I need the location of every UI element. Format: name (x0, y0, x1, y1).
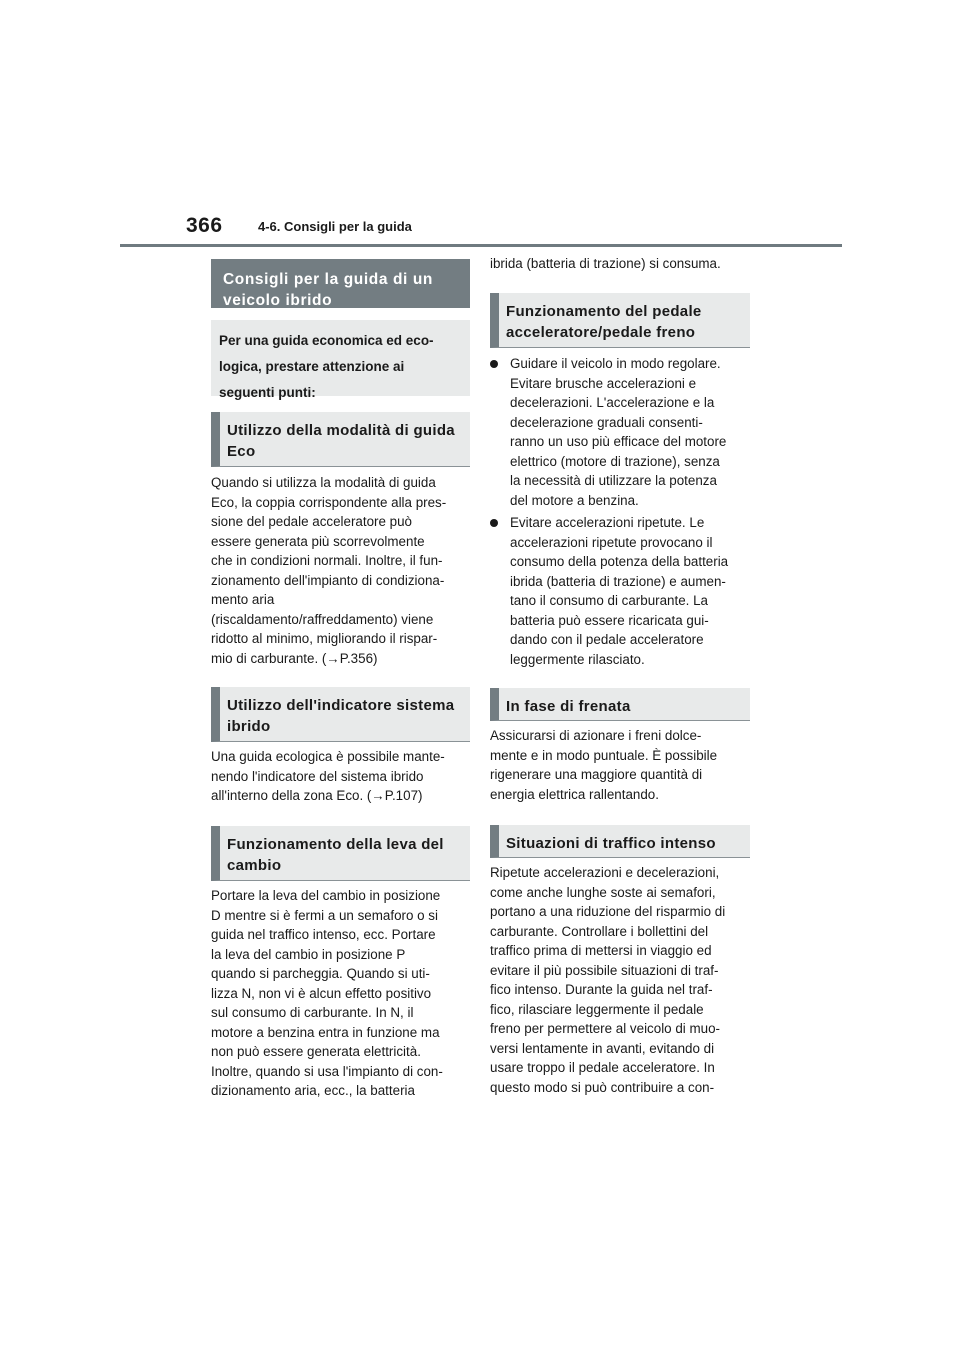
list-item (490, 513, 755, 673)
text-line: batteria può essere ricaricata gui- (510, 612, 709, 628)
text-line: come anche lunghe soste ai semafori, (490, 884, 716, 900)
text-line: non può essere generata elettricità. (211, 1044, 421, 1059)
heading-line: Utilizzo della modalità di guida (227, 422, 455, 439)
text-line: energia elettrica rallentando. (490, 786, 659, 802)
heading-line: Utilizzo dell'indicatore sistema (227, 697, 455, 714)
bullet-icon (490, 360, 498, 368)
heading-line: acceleratore/pedale freno (506, 324, 696, 341)
text-line: leggermente rilasciato. (510, 651, 645, 667)
text-line: Assicurarsi di azionare i freni dolce- (490, 728, 702, 743)
heading-line: Eco (227, 443, 256, 460)
text-line: motore a benzina entra in funzione ma (211, 1024, 440, 1040)
text-line: del motore a benzina. (510, 492, 639, 508)
heading-line: Funzionamento del pedale (506, 303, 702, 320)
text-line: mente e in modo puntuale. È possibile (490, 747, 718, 763)
list-item (490, 354, 755, 514)
paragraph-heavy-traffic (490, 863, 752, 1097)
text-line: guida nel traffico intenso, ecc. Portare (211, 927, 436, 942)
heading-braking (490, 688, 750, 721)
text-line: decelerazioni. L'accelerazione e la (510, 395, 715, 410)
text-line: Una guida ecologica è possibile mante- (211, 749, 445, 764)
header-divider (120, 244, 842, 247)
heading-pedal-operation (490, 293, 750, 348)
heading-line: Funzionamento della leva del (227, 836, 444, 853)
text-line: Portare la leva del cambio in posizione (211, 888, 441, 903)
text-line: dando con il pedale acceleratore (510, 632, 704, 647)
text-line: elettrico (motore di trazione), senza (510, 453, 720, 469)
text-line: usare troppo il pedale acceleratore. In (490, 1060, 715, 1075)
text-line: accelerazioni ripetute provocano il (510, 534, 713, 550)
intro-line: Per una guida economica ed eco- (219, 333, 434, 348)
intro-box (211, 320, 470, 400)
heading-line: cambio (227, 857, 282, 874)
text-line: sione del pedale acceleratore può (211, 514, 413, 529)
heading-line: In fase di frenata (506, 698, 631, 715)
text-line: zionamento dell'impianto di condiziona- (211, 572, 445, 588)
heading-eco-mode (211, 412, 470, 467)
text-line: la leva del cambio in posizione P (211, 946, 406, 962)
text-line: che in condizioni normali. Inoltre, il fun- (211, 553, 443, 568)
text-line: ridotto al minimo, migliorando il rispar- (211, 631, 438, 646)
text-line: Quando si utilizza la modalità di guida (211, 475, 436, 490)
text-line: questo modo si può contribuire a con- (490, 1079, 715, 1095)
text-line: versi lentamente in avanti, evitando di (490, 1040, 715, 1056)
text-line: ranno un uso più efficace del motore (510, 434, 727, 449)
bullet-icon (490, 519, 498, 527)
paragraph-eco-mode (211, 473, 473, 668)
text-line: ibrida (batteria di trazione) si consuma. (490, 256, 721, 271)
paragraph-shift-lever (211, 886, 473, 1101)
intro-line: logica, prestare attenzione ai (219, 359, 405, 374)
heading-shift-lever (211, 826, 470, 881)
text-line: dizionamento aria, ecc., la batteria (211, 1083, 415, 1098)
text-line: ibrida (batteria di trazione) e aumen- (510, 573, 726, 589)
text-line: consumo della potenza della batteria (510, 554, 729, 569)
text-line: Eco, la coppia corrispondente alla pres- (211, 494, 447, 510)
text-line: Guidare il veicolo in modo regolare. (510, 356, 721, 371)
text-line: lizza N, non vi è alcun effetto positivo (211, 985, 432, 1001)
intro-line: seguenti punti: (219, 385, 316, 400)
paragraph-continuation (490, 254, 752, 274)
text-line: fico intenso. Durante la guida nel traf- (490, 982, 713, 997)
page-number: 366 (186, 214, 223, 237)
heading-heavy-traffic (490, 825, 750, 858)
page-reference-link[interactable]: all'interno della zona Eco. (→P.107) (211, 788, 423, 803)
text-line: sul consumo di carburante. In N, il (211, 1005, 414, 1020)
text-line: nendo l'indicatore del sistema ibrido (211, 768, 424, 784)
text-line: la necessità di utilizzare la potenza (510, 473, 717, 488)
text-line: fico, rilasciare leggermente il pedale (490, 1001, 704, 1017)
text-line: carburante. Controllare i bollettini del (490, 923, 709, 939)
page-reference-link[interactable]: mio di carburante. (→P.356) (211, 650, 378, 666)
text-line: (riscaldamento/raffreddamento) viene (211, 611, 434, 627)
text-line: Evitare brusche accelerazioni e (510, 375, 697, 391)
heading-line: Situazioni di traffico intenso (506, 835, 716, 852)
heading-hybrid-indicator (211, 687, 470, 742)
text-line: evitare il più possibile situazioni di traf- (490, 962, 719, 978)
section-title: 4-6. Consigli per la guida (258, 219, 412, 234)
heading-line: ibrido (227, 718, 271, 735)
text-line: Evitare accelerazioni ripetute. Le (510, 515, 705, 530)
paragraph-braking (490, 726, 752, 804)
text-line: portano a una riduzione del risparmio di (490, 904, 726, 919)
banner-line: Consigli per la guida di un (223, 271, 433, 288)
text-line: traffico prima di mettersi in viaggio ed (490, 943, 712, 958)
text-line: mento aria (211, 592, 275, 607)
text-line: Ripetute accelerazioni e decelerazioni, (490, 865, 720, 880)
banner-line: veicolo ibrido (223, 292, 333, 309)
text-line: D mentre si è fermi a un semaforo o si (211, 907, 438, 923)
text-line: decelerazione graduali consenti- (510, 414, 703, 430)
text-line: tano il consumo di carburante. La (510, 593, 709, 608)
chapter-banner (211, 259, 470, 308)
text-line: quando si parcheggia. Quando si uti- (211, 966, 430, 981)
text-line: freno per permettere al veicolo di muo- (490, 1021, 720, 1036)
paragraph-hybrid-indicator (211, 747, 473, 806)
text-line: rigenerare una maggiore quantità di (490, 767, 703, 782)
text-line: Inoltre, quando si usa l'impianto di con- (211, 1063, 443, 1079)
text-line: essere generata più scorrevolmente (211, 533, 425, 549)
